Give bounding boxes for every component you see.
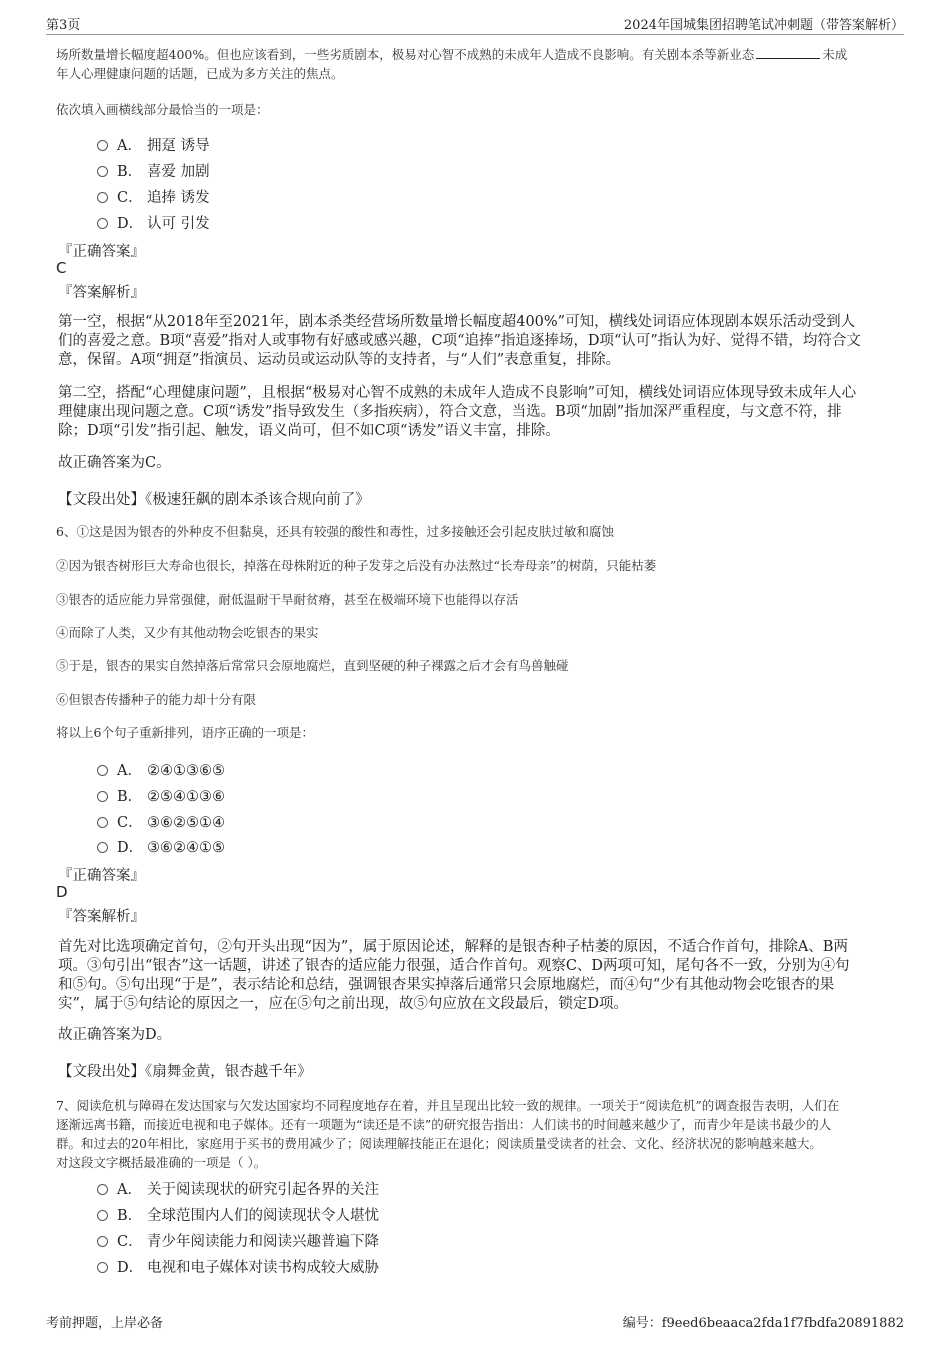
radio-icon[interactable] <box>97 1184 108 1195</box>
q6-answer-label: 『正确答案』 <box>58 868 145 884</box>
q5-answer: C <box>56 259 67 277</box>
q6-sentence-2: ②因为银杏树形巨大寿命也很长，掉落在母株附近的种子发芽之后没有办法熬过“长寿母亲”的树荫，只能枯萎 <box>56 558 657 573</box>
footer-slogan: 考前押题，上岸必备 <box>46 1316 164 1331</box>
q6-sentence-4: ④而除了人类，又少有其他动物会吃银杏的果实 <box>56 625 319 640</box>
page-header <box>46 14 904 35</box>
q5-option-c[interactable]: C． 追捧 诱发 <box>97 186 210 207</box>
radio-icon[interactable] <box>97 140 108 151</box>
q5-conclusion: 故正确答案为C。 <box>58 455 171 471</box>
q6-sentence-6: ⑥但银杏传播种子的能力却十分有限 <box>56 692 257 707</box>
q6-sentence-5: ⑤于是，银杏的果实自然掉落后常常只会原地腐烂，直到坚硬的种子裸露之后才会有鸟兽触碰 <box>56 658 569 673</box>
q5-stem-line2: 年人心理健康问题的话题，已成为多方关注的焦点。 <box>56 66 344 81</box>
radio-icon[interactable] <box>97 1262 108 1273</box>
q5-stem <box>56 45 906 83</box>
q6-conclusion: 故正确答案为D。 <box>58 1027 172 1043</box>
radio-icon[interactable] <box>97 791 108 802</box>
radio-icon[interactable] <box>97 218 108 229</box>
radio-icon[interactable] <box>97 192 108 203</box>
q5-option-a[interactable]: A． 拥趸 诱导 <box>97 134 210 155</box>
q5-option-d[interactable]: D． 认可 引发 <box>97 212 210 233</box>
q7-stem: 7、阅读危机与障碍在发达国家与欠发达国家均不同程度地存在着，并且呈现出比较一致的规律。一项关于“阅读危机”的调查报告表明，人们在 逐渐远离书籍，而接近电视和电子媒体。还有一项题为“读还是不读”的研究报告指出：人们读书的时间越来越少了，而青少年是读书最少的人 群。和过去的20年相比，家庭用于买书的费用减少了；阅读理解技能正在退化；阅读质量受读者的社会、文化、经济状况的影响越来越大。 对这段文字概括最准确的一项是（ ）。 <box>56 1098 840 1170</box>
q7-option-b[interactable]: B． 全球范围内人们的阅读现状令人堪忧 <box>97 1204 379 1225</box>
q7-option-d[interactable]: D． 电视和电子媒体对读书构成较大威胁 <box>97 1256 379 1277</box>
q5-analysis-paragraph-2: 第二空，搭配“心理健康问题”，且根据“极易对心智不成熟的未成年人造成不良影响”可知，横线处词语应体现导致未成年人心 理健康出现问题之意。C项“诱发”指导致发生（多指疾病），符合文意，当选。B项“加剧”指加深严重程度，与文意不符，排 除；D项“引发”指引起、触发，语义尚可，但不如C项“诱发”语义丰富，排除。 <box>58 385 857 439</box>
radio-icon[interactable] <box>97 842 108 853</box>
q6-answer: D <box>56 883 68 901</box>
radio-icon[interactable] <box>97 817 108 828</box>
q5-answer-label: 『正确答案』 <box>58 244 145 260</box>
radio-icon[interactable] <box>97 765 108 776</box>
q6-option-d[interactable]: D． ③⑥②④①⑤ <box>97 836 225 857</box>
radio-icon[interactable] <box>97 1236 108 1247</box>
q5-source: 【文段出处】《极速狂飙的剧本杀该合规向前了》 <box>58 492 370 508</box>
footer-document-id: 编号：f9eed6beaaca2fda1f7fbdfa20891882 <box>622 1316 904 1331</box>
q6-option-a[interactable]: A． ②④①③⑥⑤ <box>97 759 225 780</box>
q6-analysis-label: 『答案解析』 <box>58 909 145 925</box>
q7-option-a[interactable]: A． 关于阅读现状的研究引起各界的关注 <box>97 1178 379 1199</box>
document-title: 2024年国城集团招聘笔试冲刺题（带答案解析） <box>623 18 904 33</box>
radio-icon[interactable] <box>97 1210 108 1221</box>
q5-analysis-paragraph-1: 第一空，根据“从2018年至2021年，剧本杀类经营场所数量增长幅度超400%”可知，横线处词语应体现剧本娱乐活动受到人 们的喜爱之意。B项“喜爱”指对人或事物有好感或感兴趣，C项“追捧”指追逐捧场，D项“认可”指认为好、觉得不错，均符合文 意，保留。A项“拥趸”指演员、运动员或运动队等的支持者，与“人们”表意重复，排除。 <box>58 314 861 368</box>
q6-source: 【文段出处】《扇舞金黄，银杏越千年》 <box>58 1064 312 1080</box>
q6-option-b[interactable]: B． ②⑤④①③⑥ <box>97 785 225 806</box>
radio-icon[interactable] <box>97 166 108 177</box>
q5-prompt: 依次填入画横线部分最恰当的一项是： <box>56 102 269 117</box>
q6-option-c[interactable]: C． ③⑥②⑤①④ <box>97 811 225 832</box>
q6-stem: 6、①这是因为银杏的外种皮不但黏臭，还具有较强的酸性和毒性，过多接触还会引起皮肤过敏和腐蚀 <box>56 524 614 539</box>
q6-sentence-3: ③银杏的适应能力异常强健，耐低温耐干旱耐贫瘠，甚至在极端环境下也能得以存活 <box>56 592 519 607</box>
page-number: 第3页 <box>46 18 81 33</box>
q7-option-c[interactable]: C． 青少年阅读能力和阅读兴趣普遍下降 <box>97 1230 379 1251</box>
q5-analysis-label: 『答案解析』 <box>58 285 145 301</box>
q5-stem-line1: 场所数量增长幅度超400%。但也应该看到，一些劣质剧本，极易对心智不成熟的未成年人造成不良影响。有关剧本杀等新业态 未成 <box>56 47 848 62</box>
q5-option-b[interactable]: B． 喜爱 加剧 <box>97 160 210 181</box>
fill-blank <box>756 46 820 59</box>
q6-analysis-paragraph: 首先对比选项确定首句，②句开头出现“因为”，属于原因论述，解释的是银杏种子枯萎的原因，不适合作首句，排除A、B两 项。③句引出“银杏”这一话题，讲述了银杏的适应能力很强，适合作首句。观察C、D两项可知，尾句各不一致，分别为④句 和⑤句。⑤句出现“于是”，表示结论和总结，强调银杏果实掉落后通常只会原地腐烂，而④句“少有其他动物会吃银杏的果 实”，属于⑤句结论的原因之一，应在⑤句之前出现，故⑤句应放在文段最后，锁定D项。 <box>58 939 850 1012</box>
q6-prompt: 将以上6个句子重新排列，语序正确的一项是： <box>56 725 314 740</box>
